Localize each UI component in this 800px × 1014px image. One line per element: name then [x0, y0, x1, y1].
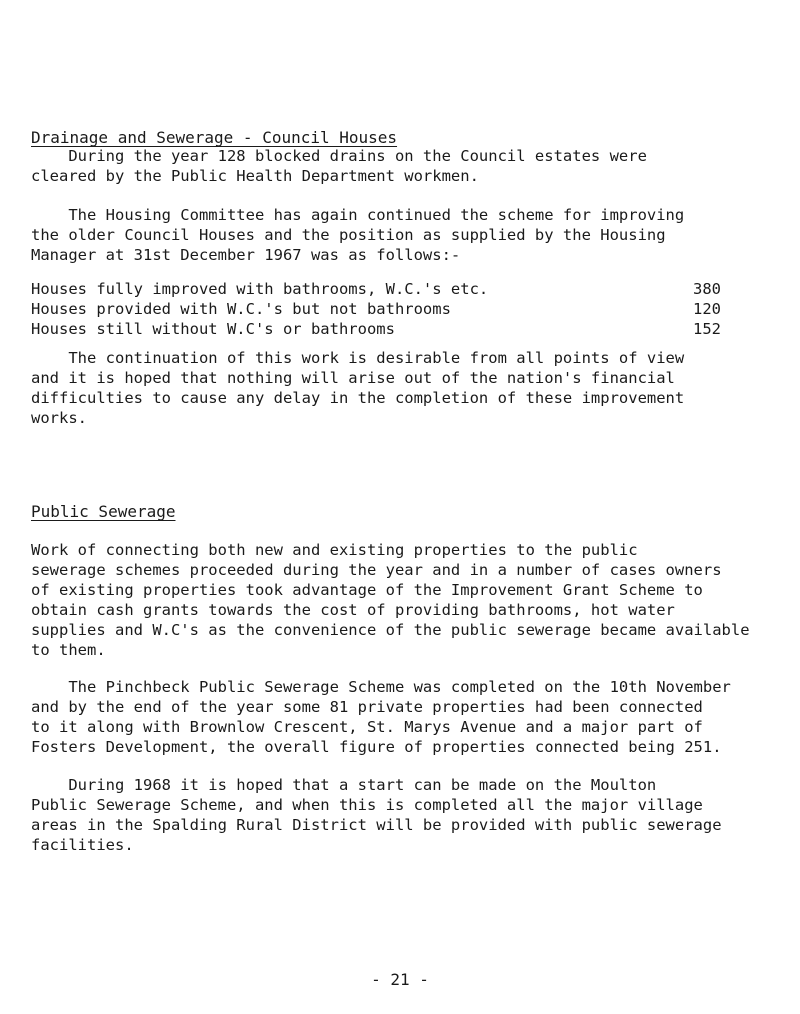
text-line: The continuation of this work is desirable from all points of view: [31, 349, 685, 367]
paragraph-blocked-drains: [31, 146, 776, 186]
text-line: areas in the Spalding Rural District will be provided with public sewerage: [31, 816, 722, 834]
text-line: Public Sewerage Scheme, and when this is completed all the major village: [31, 796, 703, 814]
housing-improvement-table: [31, 279, 721, 339]
text-line: works.: [31, 409, 87, 427]
text-line: to it along with Brownlow Crescent, St. Marys Avenue and a major part of: [31, 718, 703, 736]
paragraph-housing-committee: [31, 205, 776, 265]
text-line: Work of connecting both new and existing properties to the public: [31, 541, 638, 559]
paragraph-moulton-scheme: [31, 775, 776, 855]
text-line: sewerage schemes proceeded during the year and in a number of cases owners: [31, 561, 722, 579]
table-row: [31, 299, 721, 319]
text-line: Fosters Development, the overall figure of properties connected being 251.: [31, 738, 722, 756]
page-number: - 21 -: [371, 970, 429, 989]
row-value: 152: [693, 320, 721, 338]
section-heading-public-sewerage: Public Sewerage: [31, 502, 176, 521]
text-line: The Pinchbeck Public Sewerage Scheme was completed on the 10th November: [31, 678, 731, 696]
text-line: During the year 128 blocked drains on the Council estates were: [31, 147, 647, 165]
text-line: of existing properties took advantage of the Improvement Grant Scheme to: [31, 581, 703, 599]
section-heading-drainage: Drainage and Sewerage - Council Houses: [31, 128, 398, 147]
row-label: Houses provided with W.C.'s but not bathrooms: [31, 300, 451, 318]
text-line: obtain cash grants towards the cost of providing bathrooms, hot water: [31, 601, 675, 619]
text-line: the older Council Houses and the position as supplied by the Housing: [31, 226, 666, 244]
text-line: and by the end of the year some 81 private properties had been connected: [31, 698, 703, 716]
text-line: During 1968 it is hoped that a start can be made on the Moulton: [31, 776, 657, 794]
text-line: The Housing Committee has again continued the scheme for improving: [31, 206, 685, 224]
text-line: Manager at 31st December 1967 was as follows:-: [31, 246, 461, 264]
row-value: 380: [693, 280, 721, 298]
text-line: and it is hoped that nothing will arise out of the nation's financial: [31, 369, 675, 387]
paragraph-pinchbeck-scheme: [31, 677, 776, 757]
row-value: 120: [693, 300, 721, 318]
text-line: facilities.: [31, 836, 134, 854]
paragraph-connecting-work: [31, 540, 776, 660]
paragraph-continuation: [31, 348, 776, 428]
text-line: cleared by the Public Health Department workmen.: [31, 167, 479, 185]
row-label: Houses still without W.C's or bathrooms: [31, 320, 395, 338]
text-line: supplies and W.C's as the convenience of the public sewerage became available: [31, 621, 750, 639]
row-label: Houses fully improved with bathrooms, W.C.'s etc.: [31, 280, 489, 298]
text-line: to them.: [31, 641, 106, 659]
table-row: [31, 319, 721, 339]
text-line: difficulties to cause any delay in the completion of these improvement: [31, 389, 685, 407]
table-row: [31, 279, 721, 299]
